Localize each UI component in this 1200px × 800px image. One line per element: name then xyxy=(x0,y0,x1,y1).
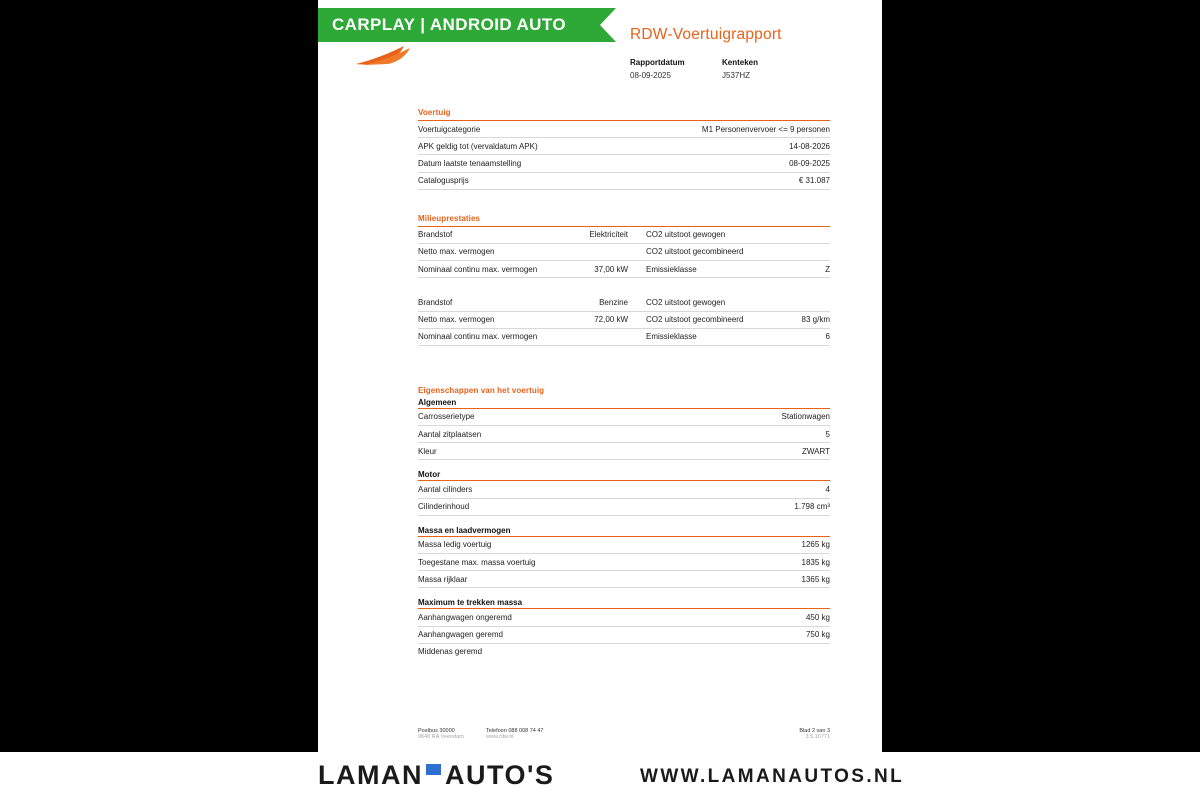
row-value: € 31.087 xyxy=(798,176,830,186)
table-row xyxy=(418,155,830,172)
table-row xyxy=(418,499,830,516)
footer-address: Postbus 30000 xyxy=(418,728,455,734)
table-row xyxy=(418,426,830,443)
table-row xyxy=(418,537,830,554)
table-row xyxy=(418,644,830,660)
report-meta xyxy=(630,58,870,80)
carplay-banner-label: CARPLAY | ANDROID AUTO xyxy=(332,15,566,34)
table-row xyxy=(418,138,830,155)
row-value-right xyxy=(778,230,830,239)
row-label-right: CO2 uitstoot gecombineerd xyxy=(646,247,744,257)
row-value: 08-09-2025 xyxy=(789,158,830,168)
row-label: Carrosserietype xyxy=(418,412,475,422)
row-value: 1835 kg xyxy=(801,557,830,567)
row-label: Catalogusprijs xyxy=(418,176,469,186)
row-value-right: 6 xyxy=(825,332,830,342)
dealer-logo-part1: LAMAN xyxy=(318,760,423,790)
row-value: 5 xyxy=(825,429,830,439)
table-row xyxy=(418,571,830,588)
section-title-milieuprestaties: Milieuprestaties xyxy=(418,213,481,223)
subsection-title-trekken: Maximum te trekken massa xyxy=(418,598,523,608)
report-meta-values xyxy=(630,67,870,80)
row-label: Middenas geremd xyxy=(418,647,483,657)
footer-city: 9640 RA Veendam xyxy=(418,734,464,740)
row-value: 1.798 cm³ xyxy=(794,502,830,512)
table-row xyxy=(418,627,830,644)
rapportdatum-label: Rapportdatum xyxy=(630,58,685,67)
table-row xyxy=(418,443,830,460)
banner-tail-shape xyxy=(600,8,616,42)
flame-icon xyxy=(354,44,426,66)
footer-version: 3.5.16771 xyxy=(805,734,830,740)
row-label: Aanhangwagen ongeremd xyxy=(418,612,512,622)
row-label: Kleur xyxy=(418,446,437,456)
row-label-right: CO2 uitstoot gewogen xyxy=(646,297,726,307)
kenteken-label: Kenteken xyxy=(722,58,759,67)
row-value: M1 Personenvervoer <= 9 personen xyxy=(701,124,830,134)
document-page xyxy=(318,0,882,800)
subsection-title-motor: Motor xyxy=(418,470,441,480)
row-label: Datum laatste tenaamstelling xyxy=(418,158,522,168)
table-row xyxy=(418,312,830,329)
footer-website: www.rdw.nl xyxy=(486,734,514,740)
table-row xyxy=(418,173,830,190)
table-row xyxy=(418,227,830,244)
footer-line-2 xyxy=(418,734,830,740)
row-label: Aantal cilinders xyxy=(418,484,473,494)
row-value-right: 83 g/km xyxy=(801,315,830,324)
row-label: Massa ledig voertuig xyxy=(418,540,492,550)
row-label-right: CO2 uitstoot gewogen xyxy=(646,230,726,240)
report-meta-labels xyxy=(630,58,870,67)
row-value: 750 kg xyxy=(805,630,830,640)
row-value-left: 72,00 kW xyxy=(594,315,628,324)
row-value-left: 37,00 kW xyxy=(594,264,628,274)
table-row xyxy=(418,261,830,278)
page-title: RDW-Voertuigrapport xyxy=(630,26,782,43)
dealer-brand-bar xyxy=(0,752,1200,800)
table-row xyxy=(418,244,830,261)
table-row xyxy=(418,609,830,626)
row-label: Brandstof xyxy=(418,230,453,240)
row-value: 14-08-2026 xyxy=(789,141,830,151)
dealer-website: WWW.LAMANAUTOS.NL xyxy=(640,766,905,787)
row-label: Toegestane max. massa voertuig xyxy=(418,557,536,567)
row-label: Aanhangwagen geremd xyxy=(418,630,503,640)
footer-page-number: Blad 2 van 3 xyxy=(799,728,830,734)
row-value-right xyxy=(778,247,830,256)
row-value-left xyxy=(558,332,646,341)
row-label: Brandstof xyxy=(418,297,453,307)
footer-phone: Telefoon 088 008 74 47 xyxy=(486,728,544,734)
table-row xyxy=(418,554,830,571)
row-label: Netto max. vermogen xyxy=(418,315,495,324)
row-value-left: Benzine xyxy=(599,297,628,307)
row-label: Netto max. vermogen xyxy=(418,247,495,257)
row-label: Aantal zitplaatsen xyxy=(418,429,482,439)
row-value-right: Z xyxy=(825,264,830,274)
table-row xyxy=(418,409,830,426)
row-label: Massa rijklaar xyxy=(418,574,468,584)
table-row xyxy=(418,121,830,138)
row-value: Stationwagen xyxy=(781,412,830,422)
row-label: Voertuigcategorie xyxy=(418,124,481,134)
row-label-right: Emissieklasse xyxy=(646,264,697,274)
row-value-left: Elektriciteit xyxy=(589,230,628,240)
row-value: 1265 kg xyxy=(801,540,830,550)
section-title-voertuig: Voertuig xyxy=(418,108,451,117)
row-label: Cilinderinhoud xyxy=(418,502,470,512)
row-label: APK geldig tot (vervaldatum APK) xyxy=(418,141,538,151)
table-row xyxy=(418,294,830,311)
section-title-eigenschappen: Eigenschappen van het voertuig xyxy=(418,385,545,395)
row-label-right: CO2 uitstoot gecombineerd xyxy=(646,315,744,324)
row-value: 4 xyxy=(825,484,830,494)
report-content xyxy=(418,108,830,660)
rapportdatum-value: 08-09-2025 xyxy=(630,71,671,80)
row-label: Nominaal continu max. vermogen xyxy=(418,264,538,274)
kenteken-value: J537HZ xyxy=(722,71,751,80)
dealer-logo xyxy=(318,760,554,791)
document-footer xyxy=(418,728,830,740)
row-value-right xyxy=(778,298,830,307)
row-value: 450 kg xyxy=(805,612,830,622)
table-row xyxy=(418,329,830,346)
row-label-right: Emissieklasse xyxy=(646,332,697,342)
subsection-title-massa: Massa en laadvermogen xyxy=(418,525,511,535)
dealer-logo-part2: AUTO'S xyxy=(444,760,555,790)
row-label: Nominaal continu max. vermogen xyxy=(418,332,538,342)
table-row xyxy=(418,481,830,498)
row-value: ZWART xyxy=(802,446,830,456)
carplay-banner xyxy=(318,8,600,42)
logo-square-icon xyxy=(426,764,441,775)
row-value: 1365 kg xyxy=(801,574,830,584)
subsection-title-algemeen: Algemeen xyxy=(418,397,457,407)
row-value-left xyxy=(558,247,646,256)
